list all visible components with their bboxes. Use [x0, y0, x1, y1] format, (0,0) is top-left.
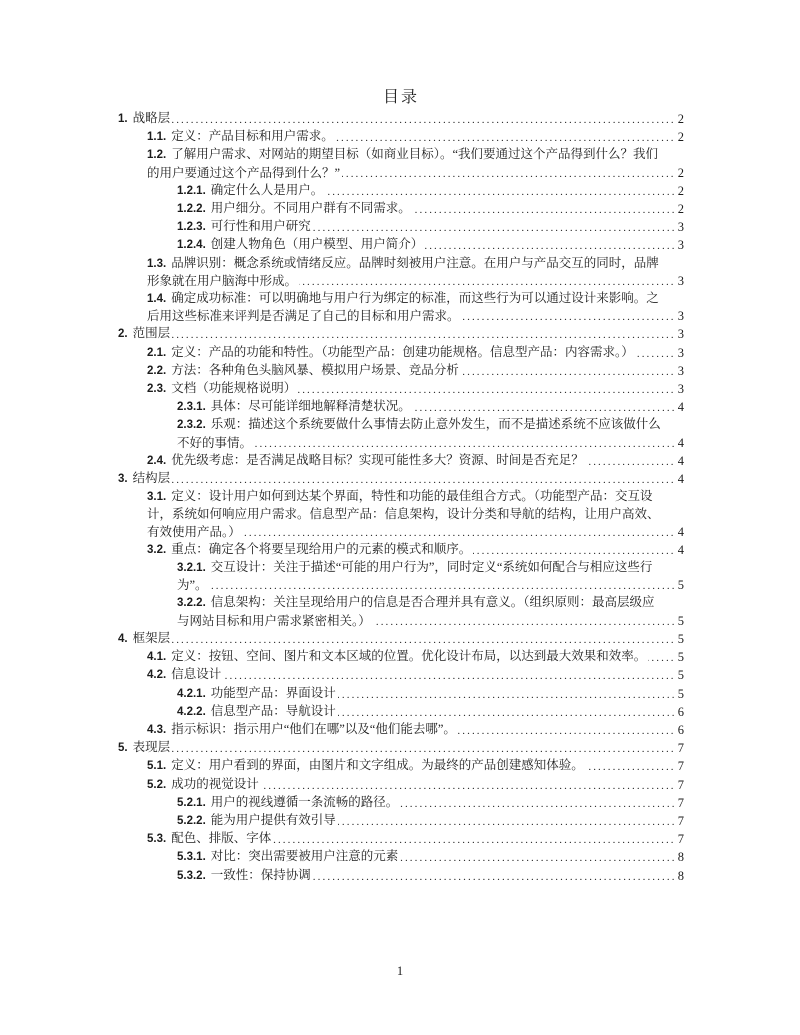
- toc-entry[interactable]: [147, 541, 684, 559]
- toc-entry[interactable]: [147, 488, 684, 541]
- footer-page-number: 1: [396, 964, 404, 978]
- entry-text: 创建人物角色（用户模型、用户简介）: [210, 237, 424, 252]
- entry-number: 4.2.1.: [177, 688, 211, 700]
- toc-entry-body: [177, 703, 684, 721]
- entry-number: 1.4.: [147, 293, 171, 305]
- entry-text: 品牌识别：概念系统或情绪反应。品牌时刻被用户注意。在用户与产品交互的同时，品牌形象就在用户脑海中形成。: [147, 255, 659, 288]
- entry-text: 确定什么人是用户。: [210, 182, 324, 197]
- entry-page-number: 5: [675, 577, 684, 594]
- toc-entry-body: [147, 344, 684, 362]
- toc-entry-body: [177, 218, 684, 236]
- toc-entry-body: [177, 812, 684, 830]
- toc-entry[interactable]: [177, 812, 684, 830]
- entry-text: 信息型产品：导航设计: [210, 703, 336, 718]
- entry-text: 交互设计：关注于描述“可能的用户行为”，同时定义“系统如何配合与相应这些行为”。: [177, 560, 653, 593]
- toc-entry[interactable]: [147, 380, 684, 398]
- entry-page-number: 3: [675, 219, 684, 236]
- entry-page-number: 3: [675, 363, 684, 380]
- entry-text: 确定成功标准：可以明确地与用户行为绑定的标准，而这些行为可以通过设计来影响。之后用这些标准来评判是否满足了自己的目标和用户需求。: [147, 291, 659, 324]
- toc-entry-body: [177, 594, 684, 629]
- entry-text: 范围层: [132, 326, 171, 341]
- entry-number: 1.3.: [147, 258, 171, 270]
- entry-text: 定义：产品的功能和特性。（功能型产品：创建功能规格。信息型产品：内容需求。）: [171, 344, 634, 359]
- toc-entry-body: [118, 325, 684, 343]
- toc-entry-body: [147, 830, 684, 848]
- entry-page-number: 2: [675, 183, 684, 200]
- entry-number: 4.2.2.: [177, 706, 211, 718]
- entry-number: 2.1.: [147, 347, 171, 359]
- entry-page-number: 3: [675, 308, 684, 325]
- toc-entry[interactable]: [147, 452, 684, 470]
- entry-text: 了解用户需求、对网站的期望目标（如商业目标）。“我们要通过这个产品得到什么？我们的用户要通过这个产品得到什么？”: [147, 147, 658, 180]
- entry-page-number: 6: [675, 704, 684, 721]
- entry-text: 优先级考虑：是否满足战略目标？实现可能性多大？资源、时间是否充足？: [171, 452, 584, 467]
- entry-text: 信息设计: [171, 667, 222, 682]
- entry-page-number: 2: [675, 165, 684, 182]
- page-title: 目录: [382, 89, 419, 106]
- entry-page-number: 3: [675, 237, 684, 254]
- entry-page-number: 7: [675, 777, 684, 794]
- entry-number: 2.2.: [147, 365, 171, 377]
- toc-entry[interactable]: [147, 776, 684, 794]
- entry-number: 4.2.: [147, 669, 171, 681]
- entry-page-number: 7: [675, 758, 684, 775]
- entry-number: 3.2.1.: [177, 562, 211, 574]
- toc-entry[interactable]: [147, 128, 684, 146]
- entry-text: 文档（功能规格说明）: [171, 381, 297, 396]
- entry-page-number: 3: [675, 381, 684, 398]
- entry-number: 5.: [118, 742, 133, 754]
- entry-text: 可行性和用户研究: [210, 219, 311, 234]
- entry-text: 定义：产品目标和用户需求。: [171, 129, 334, 144]
- toc-entry-body: [177, 398, 684, 416]
- toc-entry-body: [118, 110, 684, 128]
- entry-text: 用户细分。不同用户群有不同需求。: [210, 201, 411, 216]
- entry-page-number: 3: [675, 326, 684, 343]
- entry-page-number: 5: [675, 686, 684, 703]
- toc-entry-body: [147, 648, 684, 666]
- entry-text: 方法：各种角色头脑风暴、模拟用户场景、竞品分析: [171, 362, 459, 377]
- entry-number: 5.2.2.: [177, 815, 211, 827]
- entry-page-number: 3: [675, 273, 684, 290]
- entry-text: 能为用户提供有效引导: [210, 812, 336, 827]
- toc-entry-body: [177, 200, 684, 218]
- entry-page-number: 4: [675, 542, 684, 559]
- toc-entry[interactable]: [177, 703, 684, 721]
- toc-entry[interactable]: [147, 362, 684, 380]
- toc-entry[interactable]: [147, 290, 684, 325]
- entry-text: 定义：用户看到的界面，由图片和文字组成。为最终的产品创建感知体验。: [171, 758, 584, 773]
- entry-number: 3.: [118, 473, 133, 485]
- entry-text: 重点：确定各个将要呈现给用户的元素的模式和顺序。: [171, 541, 472, 556]
- entry-page-number: 7: [675, 813, 684, 830]
- entry-text: 信息架构：关注呈现给用户的信息是否合理并具有意义。（组织原则：最高层级应与网站目标和用户需求紧密相关。）: [177, 595, 655, 628]
- toc-entry-body: [147, 541, 684, 559]
- entry-number: 1.2.2.: [177, 203, 211, 215]
- entry-number: 2.4.: [147, 455, 171, 467]
- toc-entry[interactable]: [118, 325, 684, 343]
- entry-number: 3.2.2.: [177, 597, 211, 609]
- toc-entry[interactable]: [177, 182, 684, 200]
- entry-text: 框架层: [132, 630, 171, 645]
- toc-entry-body: [147, 721, 684, 739]
- entry-page-number: 7: [675, 740, 684, 757]
- toc-entry[interactable]: [118, 470, 684, 488]
- toc-entry[interactable]: [177, 559, 684, 594]
- toc-entry[interactable]: [147, 648, 684, 666]
- entry-number: 5.3.1.: [177, 851, 211, 863]
- toc-entry-body: [177, 182, 684, 200]
- entry-text: 成功的视觉设计: [171, 776, 259, 791]
- entry-page-number: 8: [675, 849, 684, 866]
- toc-entry[interactable]: [147, 146, 684, 181]
- toc-entry[interactable]: [147, 830, 684, 848]
- entry-text: 用户的视线遵循一条流畅的路径。: [210, 794, 399, 809]
- toc-entry-body: [177, 794, 684, 812]
- entry-number: 2.3.1.: [177, 401, 211, 413]
- toc-entry[interactable]: [147, 344, 684, 362]
- toc-entry-body: [147, 757, 684, 775]
- entry-number: 1.2.1.: [177, 185, 211, 197]
- entry-page-number: 7: [675, 795, 684, 812]
- entry-text: 乐观：描述这个系统要做什么事情去防止意外发生，而不是描述系统不应该做什么不好的事情。: [177, 417, 661, 450]
- entry-page-number: 4: [675, 399, 684, 416]
- entry-number: 1.: [118, 113, 133, 125]
- entry-number: 4.3.: [147, 724, 171, 736]
- entry-text: 定义：按钮、空间、图片和文本区域的位置。优化设计布局，以达到最大效果和效率。: [171, 649, 647, 664]
- entry-text: 结构层: [132, 471, 171, 486]
- entry-page-number: 3: [675, 345, 684, 362]
- toc-entry[interactable]: [118, 739, 684, 757]
- entry-number: 1.2.3.: [177, 221, 211, 233]
- entry-page-number: 4: [675, 471, 684, 488]
- entry-number: 5.2.1.: [177, 797, 211, 809]
- toc-entry-body: [147, 488, 684, 541]
- toc-entry[interactable]: [147, 666, 684, 684]
- entry-page-number: 5: [675, 631, 684, 648]
- entry-page-number: 8: [675, 868, 684, 885]
- entry-page-number: 2: [675, 201, 684, 218]
- entry-page-number: 4: [675, 453, 684, 470]
- entry-text: 一致性：保持协调: [210, 867, 311, 882]
- entry-page-number: 6: [675, 722, 684, 739]
- toc-entry-body: [147, 452, 684, 470]
- entry-number: 5.3.: [147, 833, 171, 845]
- toc-entry[interactable]: [177, 794, 684, 812]
- toc-entry[interactable]: [177, 867, 684, 885]
- entry-text: 对比：突出需要被用户注意的元素: [210, 849, 399, 864]
- entry-page-number: 5: [675, 649, 684, 666]
- toc-entry[interactable]: [177, 398, 684, 416]
- toc-entry[interactable]: [177, 685, 684, 703]
- toc-entry-body: [118, 739, 684, 757]
- toc-entry-body: [147, 255, 684, 290]
- toc-entry[interactable]: [147, 757, 684, 775]
- toc-entry-body: [177, 416, 684, 451]
- entry-page-number: 2: [675, 111, 684, 128]
- toc-entry-body: [118, 630, 684, 648]
- toc-entry-body: [177, 867, 684, 885]
- toc-entry[interactable]: [177, 236, 684, 254]
- toc-entry[interactable]: [177, 200, 684, 218]
- toc-list: [118, 110, 684, 885]
- entry-text: 指示标识：指示用户“他们在哪”以及“他们能去哪”。: [171, 721, 456, 736]
- toc-entry-body: [147, 362, 684, 380]
- entry-text: 功能型产品：界面设计: [210, 685, 336, 700]
- entry-number: 2.3.: [147, 383, 171, 395]
- entry-number: 1.2.: [147, 149, 171, 161]
- entry-page-number: 4: [675, 524, 684, 541]
- toc-entry[interactable]: [147, 721, 684, 739]
- toc-entry-body: [177, 685, 684, 703]
- toc-entry-body: [177, 559, 684, 594]
- toc-entry-body: [147, 146, 684, 181]
- toc-entry-body: [147, 776, 684, 794]
- entry-number: 2.3.2.: [177, 419, 211, 431]
- entry-number: 4.1.: [147, 651, 171, 663]
- toc-entry-body: [147, 380, 684, 398]
- entry-number: 5.2.: [147, 779, 171, 791]
- entry-page-number: 5: [675, 667, 684, 684]
- entry-text: 定义：设计用户如何到达某个界面，特性和功能的最佳组合方式。（功能型产品：交互设计，系统如何响应用户需求。信息型产品：信息架构，设计分类和导航的结构，让用户高效、有效使用产品。）: [147, 489, 660, 539]
- entry-number: 3.2.: [147, 544, 171, 556]
- toc-entry[interactable]: [177, 848, 684, 866]
- entry-page-number: 2: [675, 129, 684, 146]
- entry-number: 1.1.: [147, 131, 171, 143]
- entry-text: 配色、排版、字体: [171, 831, 272, 846]
- toc-entry[interactable]: [118, 110, 684, 128]
- entry-number: 1.2.4.: [177, 239, 211, 251]
- entry-page-number: 4: [675, 435, 684, 452]
- entry-number: 2.: [118, 328, 133, 340]
- toc-entry-body: [147, 128, 684, 146]
- entry-number: 4.: [118, 633, 133, 645]
- toc-entry-body: [177, 848, 684, 866]
- entry-page-number: 7: [675, 831, 684, 848]
- toc-entry-body: [147, 290, 684, 325]
- entry-text: 战略层: [132, 111, 171, 125]
- entry-number: 3.1.: [147, 491, 171, 503]
- entry-number: 5.1.: [147, 760, 171, 772]
- toc-entry-body: [147, 666, 684, 684]
- toc-entry-body: [177, 236, 684, 254]
- entry-page-number: 5: [675, 613, 684, 630]
- toc-entry[interactable]: [118, 630, 684, 648]
- toc-entry-body: [118, 470, 684, 488]
- toc-entry[interactable]: [147, 255, 684, 290]
- toc-entry[interactable]: [177, 594, 684, 629]
- entry-text: 表现层: [132, 740, 171, 755]
- toc-entry[interactable]: [177, 416, 684, 451]
- toc-entry[interactable]: [177, 218, 684, 236]
- entry-number: 5.3.2.: [177, 870, 211, 882]
- entry-text: 具体：尽可能详细地解释清楚状况。: [210, 399, 411, 414]
